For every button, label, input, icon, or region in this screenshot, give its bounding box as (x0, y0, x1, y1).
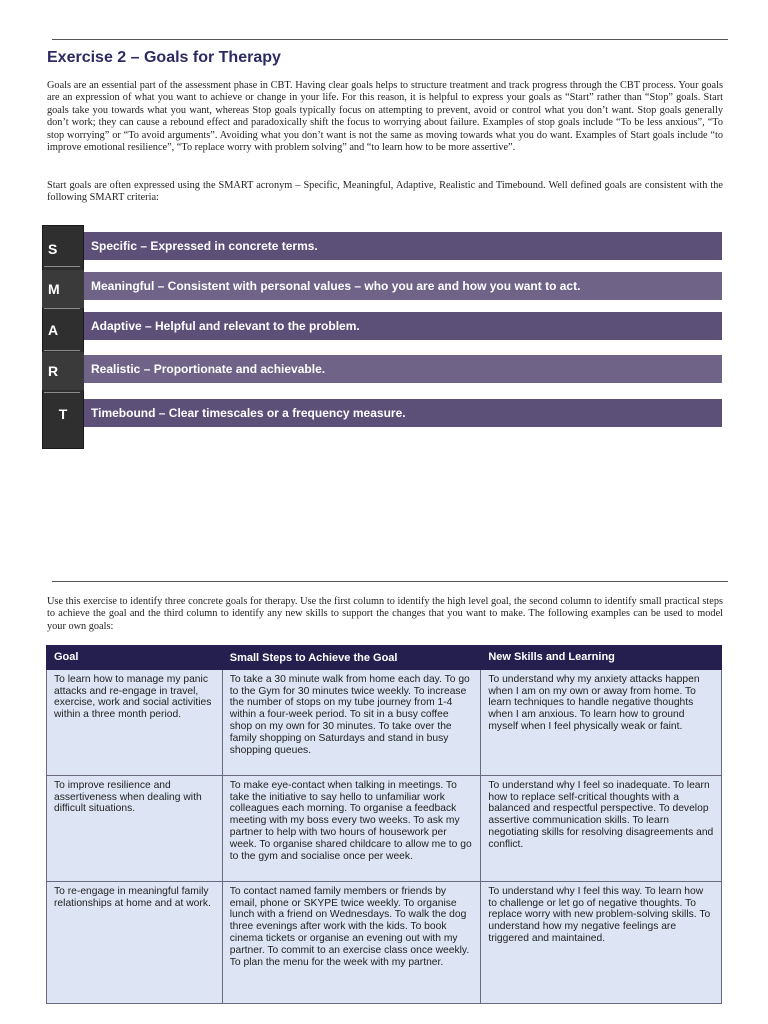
smart-separator (44, 308, 80, 309)
header-small-steps: Small Steps to Achieve the Goal (222, 646, 481, 670)
section-divider (52, 581, 728, 582)
skills-cell: To understand why my anxiety attacks happen when I am on my own or away from home. To learn techniques to handle negative thoughts when I am anxious. To learn how to ground myself when I feel physically weak or faint. (481, 669, 722, 775)
goal-cell: To learn how to manage my panic attacks and re-engage in travel, exercise, work and social activities within a three month period. (47, 669, 223, 775)
table-row (47, 881, 722, 1003)
smart-letter-a: A (48, 322, 59, 338)
smart-bar-adaptive: Adaptive – Helpful and relevant to the problem. (84, 312, 722, 340)
skills-cell: To understand why I feel so inadequate. To learn how to replace self-critical thoughts with a balanced and respectful perspective. To develop assertive communication skills. To learn negotiating skills for resolving disagreements and conflict. (481, 775, 722, 881)
intro-paragraph-goals: Goals are an essential part of the assessment phase in CBT. Having clear goals helps to structure treatment and track progress through the CBT process. Your goals are an expression of what you want to achieve or change in your life. For this reason, it is helpful to express your goals as “Start” rather than “Stop” goals. Start goals take you towards what you want, whereas Stop goals typically focus on attempting to prevent, avoid or control what you don’t want. Stop goals generally don’t work; they can cause a rebound effect and paradoxically shift the focus to worrying about failure. Examples of stop goals include “To be less anxious”, “To stop worrying” or “To avoid arguments”. Avoiding what you don’t want is not the same as moving towards what you do want. Examples of Start goals include “to improve emotional resilience”, “To replace worry with problem solving” and “to learn how to be more assertive”. (47, 80, 723, 154)
steps-cell: To take a 30 minute walk from home each day. To go to the Gym for 30 minutes twice weekly. To increase the number of stops on my tube journey from 1-4 within a four-week period. To sit in a busy coffee shop on my own for 30 minutes. To take over the family shopping on Saturdays and stand in busy shopping queues. (222, 669, 481, 775)
smart-separator (44, 266, 80, 267)
goal-cell: To re-engage in meaningful family relationships at home and at work. (47, 881, 223, 1003)
table-row (47, 775, 722, 881)
steps-cell: To make eye-contact when talking in meetings. To take the initiative to say hello to unfamiliar work colleagues each morning. To organise a feedback meeting with my boss every two weeks. To ask my partner to help with two hours of housework per week. To organise shared childcare to allow me to go to the gym and socialise once per week. (222, 775, 481, 881)
table-header-row (47, 646, 722, 670)
smart-bar-timebound: Timebound – Clear timescales or a frequency measure. (84, 399, 722, 427)
table-row (47, 669, 722, 775)
intro-paragraph-smart: Start goals are often expressed using the SMART acronym – Specific, Meaningful, Adaptive, Realistic and Timebound. Well defined goals are consistent with the following SMART criteria: (47, 180, 723, 204)
smart-letter-s: S (48, 241, 58, 257)
goal-cell: To improve resilience and assertiveness when dealing with difficult situations. (47, 775, 223, 881)
page-title: Exercise 2 – Goals for Therapy (47, 49, 281, 66)
smart-bar-realistic: Realistic – Proportionate and achievable. (84, 355, 722, 383)
smart-separator (44, 392, 80, 393)
skills-cell: To understand why I feel this way. To learn how to challenge or let go of negative thoughts. To replace worry with new problem-solving skills. To understand how my negative feelings are triggered and maintained. (481, 881, 722, 1003)
smart-letter-r: R (42, 352, 84, 390)
header-goal: Goal (47, 646, 223, 670)
smart-separator (44, 350, 80, 351)
smart-letter-m: M (42, 270, 84, 308)
steps-cell: To contact named family members or friends by email, phone or SKYPE twice weekly. To organise lunch with a friend on Wednesdays. To walk the dog three evenings after work with the kids. To book cinema tickets or organise an evening out with my partner. To commit to an exercise class once weekly. To plan the menu for the week with my partner. (222, 881, 481, 1003)
smart-bar-meaningful: Meaningful – Consistent with personal values – who you are and how you want to act. (84, 272, 722, 300)
smart-letter-t: T (58, 406, 68, 422)
smart-bar-specific: Specific – Expressed in concrete terms. (84, 232, 722, 260)
header-new-skills: New Skills and Learning (481, 646, 722, 670)
exercise-instructions: Use this exercise to identify three concrete goals for therapy. Use the first column to identify the high level goal, the second column to identify small practical steps to achieve the goal and the third column to identify any new skills to support the changes that you want to make. The following examples can be used to model your own goals: (47, 596, 723, 632)
goals-table (46, 645, 722, 1004)
top-divider (52, 39, 728, 40)
